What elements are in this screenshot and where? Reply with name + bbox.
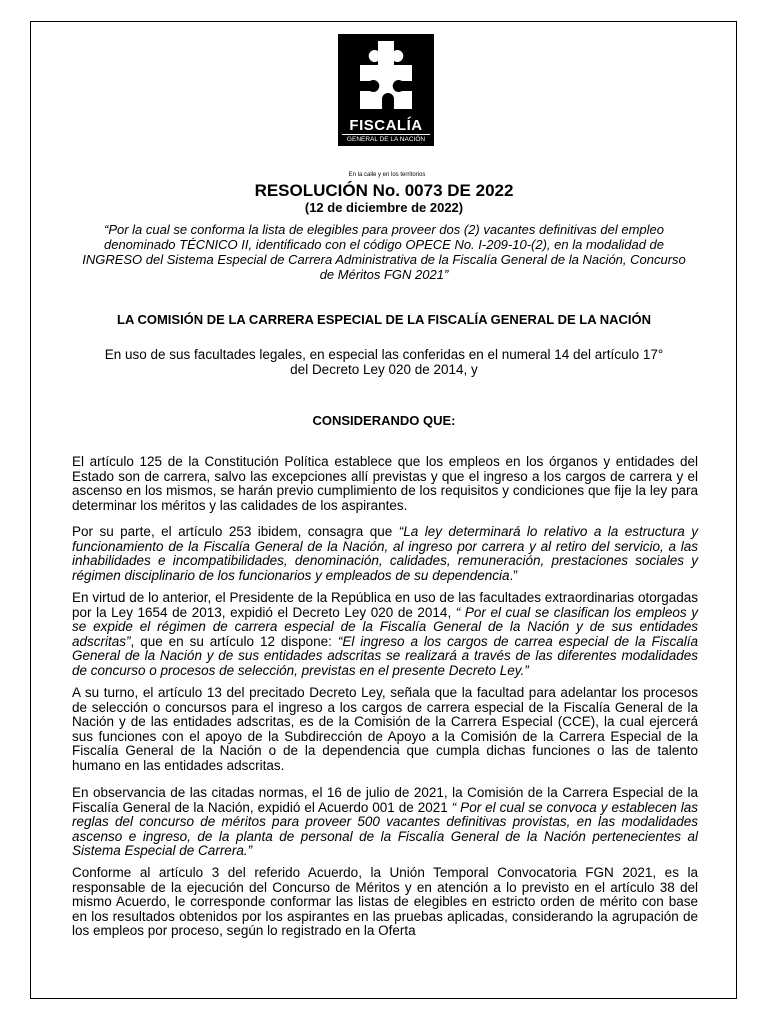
paragraph-article-3: Conforme al artículo 3 del referido Acuerdo, la Unión Temporal Convocatoria FGN 2021, es la responsable de la ejecución del Concurso de Méritos y en atención a lo previsto en el artículo 38 del mismo Acuerdo, le corresponde conformar las listas de elegibles en estricto orden de mérito con base en los resultados obtenidos por los aspirantes en las pruebas aplicadas, considerando la agrupación de los empleos por proceso, según lo registrado en la Oferta <box>72 865 698 939</box>
powers-statement: En uso de sus facultades legales, en especial las conferidas en el numeral 14 del artículo 17° del Decreto Ley 020 de 2014, y <box>104 347 664 377</box>
commission-heading: LA COMISIÓN DE LA CARRERA ESPECIAL DE LA FISCALÍA GENERAL DE LA NACIÓN <box>117 312 651 327</box>
resolution-subject: “Por la cual se conforma la lista de elegibles para proveer dos (2) vacantes definitivas del empleo denominado TÉCNICO II, identificado con el código OPECE No. I-209-10-(2), en la modalidad de INGRESO del Sistema Especial de Carrera Administrativa de la Fiscalía General de la Nación, Concurso de Méritos FGN 2021” <box>82 222 686 282</box>
logo-subtitle: GENERAL DE LA NACIÓN <box>342 134 430 146</box>
paragraph-decreto-020 <box>72 591 698 679</box>
paragraph-text: , que en su artículo 12 dispone: <box>130 633 338 649</box>
paragraph-acuerdo-001 <box>72 786 698 859</box>
paragraph-text: .” <box>509 567 518 583</box>
fiscalia-logo <box>335 34 435 178</box>
quoted-text: “ Por el cual se clasifican los empleos y se expide el régimen de carrera especial de la Fiscalía General de la Nación y de sus entidades adscritas” <box>72 604 698 649</box>
resolution-date: (12 de diciembre de 2022) <box>304 200 464 215</box>
considering-heading: CONSIDERANDO QUE: <box>312 413 456 428</box>
paragraph-text: En virtud de lo anterior, el Presidente de la República en uso de las facultades extraordinarias otorgadas por la Ley 1654 de 2013, expidió el Decreto Ley 020 de 2014, <box>72 590 698 620</box>
puzzle-piece-icon <box>338 34 434 116</box>
paragraph-article-13: A su turno, el artículo 13 del precitado Decreto Ley, señala que la facultad para adelantar los procesos de selección o concursos para el ingreso a los cargos de carrera especial de la Fiscalía General de la Nación y de las entidades adscritas, es de la Comisión de la Carrera Especial (CCE), la cual ejercerá sus funciones con el apoyo de la Subdirección de Apoyo a la Comisión de la Carrera Especial de la Fiscalía General de la Nación o de la dependencia que cumpla dichas funciones o las de talento humano en las entidades adscritas. <box>72 685 698 773</box>
paragraph-text: Por su parte, el artículo 253 ibidem, consagra que <box>72 524 399 539</box>
logo-tagline: En la calle y en los territorios <box>348 172 426 178</box>
quoted-text: “ Por el cual se convoca y establecen las reglas del concurso de méritos para proveer 500 vacantes definitivas provistas, en las modalidades ascenso e ingreso, de la planta de personal de la Fiscalía General de la Nación pertenecientes al Sistema Especial de Carrera.” <box>72 799 698 859</box>
paragraph-article-253 <box>72 525 698 583</box>
resolution-title: RESOLUCIÓN No. 0073 DE 2022 <box>254 181 514 200</box>
logo-name: FISCALÍA <box>349 117 423 134</box>
paragraph-article-125: El artículo 125 de la Constitución Política establece que los empleos en los órganos y entidades del Estado son de carrera, salvo las excepciones allí previstas y que el ingreso a los cargos de carrera y el ascenso en los mismos, se harán previo cumplimiento de los requisitos y condiciones que fije la ley para determinar los méritos y las calidades de los aspirantes. <box>72 454 698 513</box>
paragraph-text: En observancia de las citadas normas, el 16 de julio de 2021, la Comisión de la Carrera Especial de la Fiscalía General de la Nación, expidió el Acuerdo 001 de 2021 <box>72 785 698 815</box>
quoted-text: “La ley determinará lo relativo a la estructura y funcionamiento de la Fiscalía General de la Nación, al ingreso por carrera y al retiro del servicio, a las inhabilidades e incompatibilidades, denominación, calidades, remuneración, prestaciones sociales y régimen disciplinario de los funcionarios y empleados de su dependencia <box>72 524 698 583</box>
quoted-text: “El ingreso a los cargos de carrea especial de la Fiscalía General de la Nación y de sus entidades adscritas se realizará a través de las diferentes modalidades de concurso o procesos de selección, previstas en el presente Decreto Ley.” <box>72 633 698 678</box>
logo-text-block <box>338 116 434 146</box>
